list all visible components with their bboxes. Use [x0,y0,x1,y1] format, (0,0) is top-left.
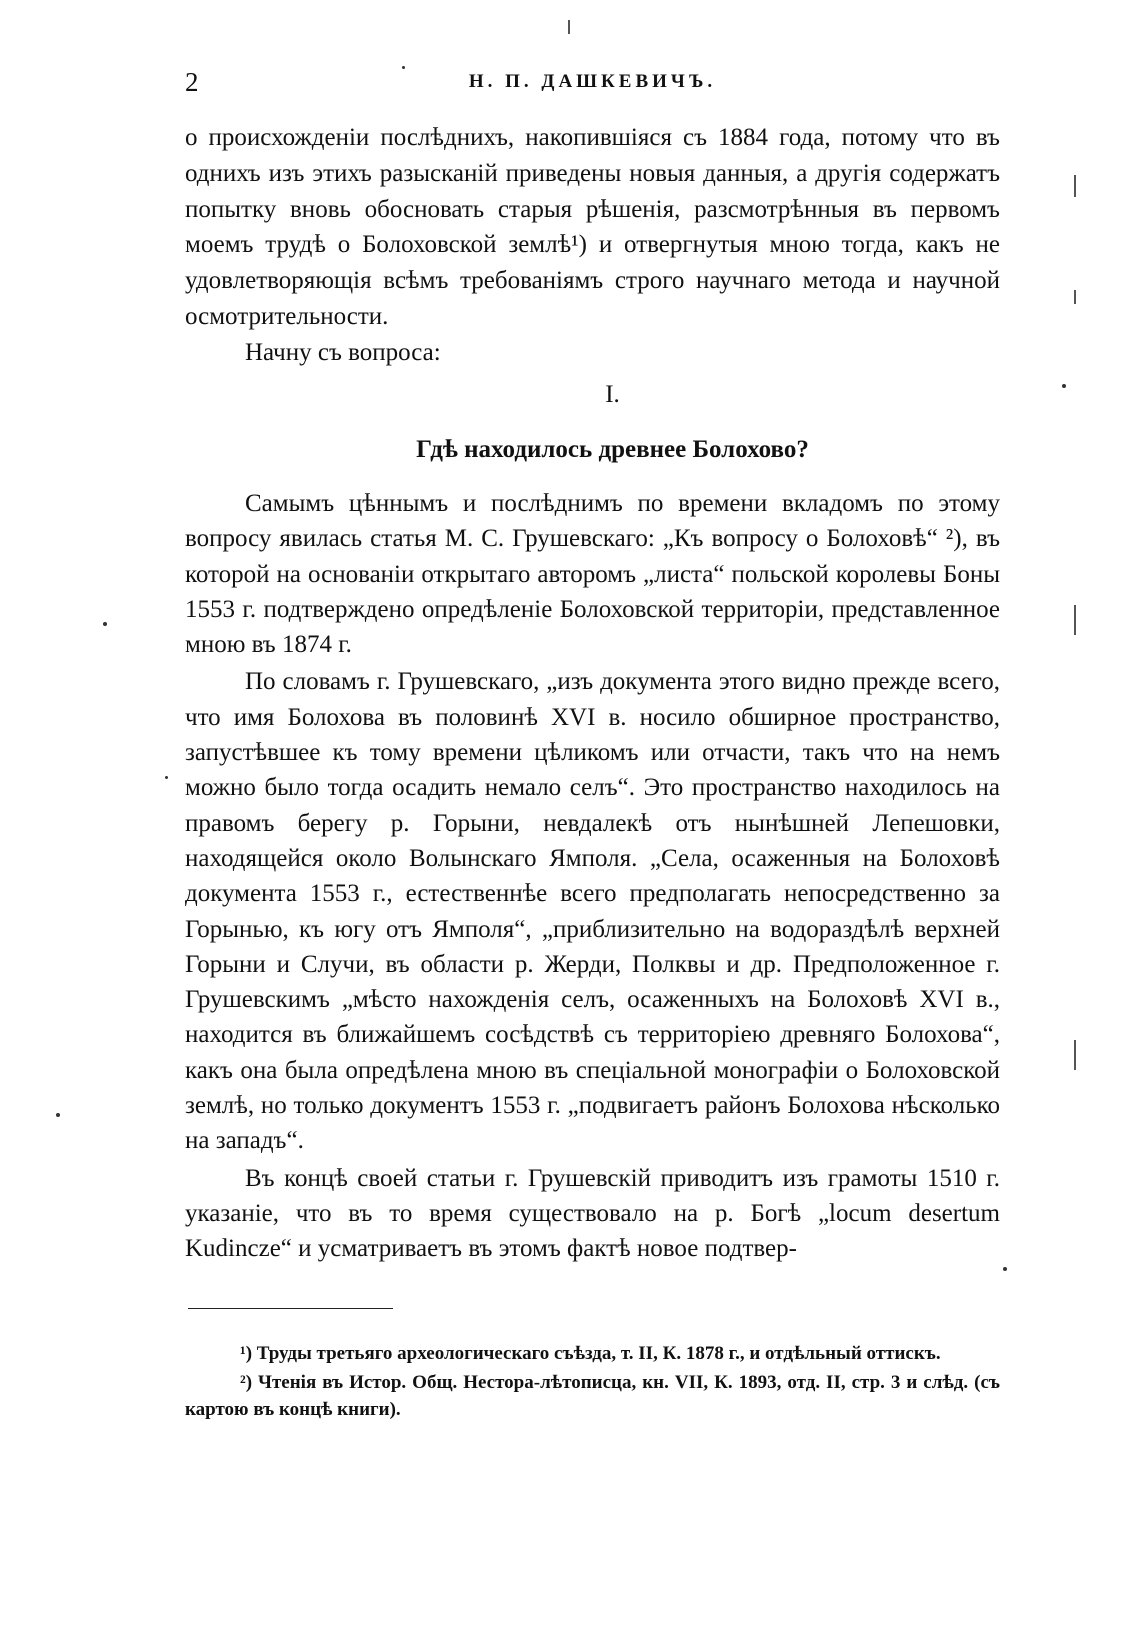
scan-speck [56,1113,60,1117]
body-paragraph: По словамъ г. Грушевскаго, „изъ документа этого видно прежде всего, что имя Болохова въ половинѣ XVI в. носило обширное пространство, запустѣвшее къ тому времени цѣликомъ или отчасти, такъ что на немъ можно было тогда осадить немало селъ“. Это пространство находилось на правомъ берегу р. Горыни, невдалекѣ отъ нынѣшней Лепешовки, находящейся около Волынскаго Ямполя. „Села, осаженныя на Болоховѣ документа 1553 г., естественнѣе всего предполагать непосредственно за Горынью, къ югу отъ Ямполя“, „приблизительно на водораздѣлѣ верхней Горыни и Случи, въ области р. Жерди, Полквы и др. Предположенное г. Грушевскимъ „мѣсто нахожденія селъ, осаженныхъ на Болоховѣ XVI в., находится въ ближайшемъ сосѣдствѣ съ территоріею древняго Болохова“, какъ она была опредѣлена мною въ спеціальной монографіи о Болоховской землѣ, но только документъ 1553 г. „подвигаетъ районъ Болохова нѣсколько на западъ“. [185,668,1000,1155]
section-heading [185,380,1000,466]
scan-speck [1062,384,1066,388]
footnote-separator [188,1308,393,1309]
scan-speck [1003,1267,1007,1271]
section-title: Гдѣ находилось древнее Болохово? [416,436,809,463]
scan-edge-mark [1074,1040,1076,1070]
body-paragraph: Въ концѣ своей статьи г. Грушевскій приводитъ изъ грамоты 1510 г. указаніе, что въ то время существовало на р. Богѣ „locum desertum Kudincze“ и усматриваетъ въ этомъ фактѣ новое подтвер- [185,1164,1000,1263]
scan-speck [402,66,405,69]
page-number: 2 [185,67,199,97]
section-number: I. [605,381,620,408]
footnote-1: ¹) Труды третьяго археологическаго съѣзда, т. II, К. 1878 г., и отдѣльный оттискъ. [240,1343,941,1364]
scan-speck [103,622,107,626]
scan-edge-mark [1074,175,1076,197]
footnotes [185,1340,1000,1423]
scan-edge-mark [1074,605,1076,635]
running-head [185,64,1000,100]
intro-lead-in: Начну съ вопроса: [245,338,441,366]
intro-text [185,120,1000,371]
scan-speck [165,776,168,779]
scan-edge-mark [568,20,570,34]
section-body [185,486,1000,1267]
scan-edge-mark [1074,290,1076,304]
running-head-author: Н. П. ДАШКЕВИЧЪ. [468,71,717,92]
intro-paragraph: о происхожденіи послѣднихъ, накопившіяся съ 1884 года, потому что въ однихъ изъ этихъ разысканій приведены новыя данныя, а другія содержатъ попытку вновь обосновать старыя рѣшенія, разсмотрѣнныя въ первомъ моемъ трудѣ о Болоховской землѣ¹) и отвергнутыя мною тогда, какъ не удовлетворяющія всѣмъ требованіямъ строго научнаго метода и научной осмотрительности. [185,124,1000,330]
body-paragraph: Самымъ цѣннымъ и послѣднимъ по времени вкладомъ по этому вопросу явилась статья М. С. Грушевскаго: „Къ вопросу о Болоховѣ“ ²), въ которой на основаніи открытаго авторомъ „листа“ польской королевы Боны 1553 г. подтверждено опредѣленіе Болоховской территоріи, представленное мною въ 1874 г. [185,490,1000,659]
footnote-2: ²) Чтенія въ Истор. Общ. Нестора-лѣтописца, кн. VII, К. 1893, отд. II, стр. 3 и слѣд. (съ картою въ концѣ книги). [185,1372,1000,1420]
